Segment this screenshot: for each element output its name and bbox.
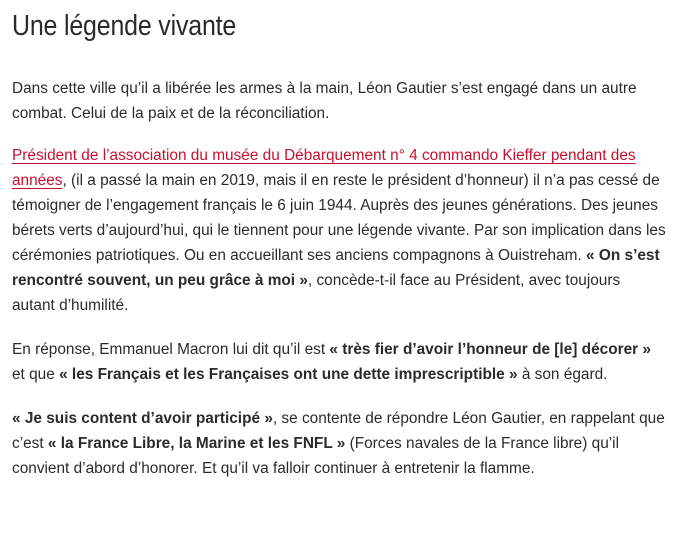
paragraph-text: , se contente de répondre Léon Gautier, en rappelant que c’est bbox=[12, 410, 665, 452]
paragraph-president bbox=[12, 143, 667, 318]
paragraph-text: , concède-t-il face au Président, avec toujours autant d’humilité. bbox=[12, 272, 621, 314]
paragraph-macron-response bbox=[12, 337, 667, 387]
paragraph-gautier-reply bbox=[12, 406, 667, 481]
quote-bold: « les Français et les Françaises ont une dette imprescriptible » bbox=[59, 366, 518, 383]
paragraph-intro: Dans cette ville qu’il a libérée les armes à la main, Léon Gautier s’est engagé dans un autre combat. Celui de la paix et de la réconciliation. bbox=[12, 80, 637, 122]
paragraph-text: En réponse, Emmanuel Macron lui dit qu’il est bbox=[12, 341, 330, 358]
quote-bold: « très fier d’avoir l’honneur de [le] décorer » bbox=[329, 341, 651, 358]
section-heading: Une légende vivante bbox=[12, 10, 237, 42]
paragraph-text: et que bbox=[12, 366, 60, 383]
quote-bold: « la France Libre, la Marine et les FNFL » bbox=[47, 435, 346, 452]
paragraph-text: à son égard. bbox=[517, 366, 608, 383]
museum-association-link[interactable]: Président de l’association du musée du Débarquement n° 4 commando Kieffer pendant des années bbox=[12, 147, 636, 189]
paragraph-text: (Forces navales de la France libre) qu’il convient d’abord d’honorer. Et qu’il va falloir continuer à entretenir la flamme. bbox=[12, 435, 620, 477]
quote-bold: « Je suis content d’avoir participé » bbox=[12, 410, 273, 427]
paragraph-text: , (il a passé la main en 2019, mais il en reste le président d’honneur) il n’a pas cessé de témoigner de l’engagement français le 6 juin 1944. Auprès des jeunes générations. Des jeunes bérets verts d’aujourd’hui, qui le tiennent pour une légende vivante. Par son implication dans les cérémonies patriotiques. Ou en accueillant ses anciens compagnons à Ouistreham. bbox=[12, 172, 666, 264]
quote-bold: « On s’est rencontré souvent, un peu grâce à moi » bbox=[12, 247, 660, 289]
